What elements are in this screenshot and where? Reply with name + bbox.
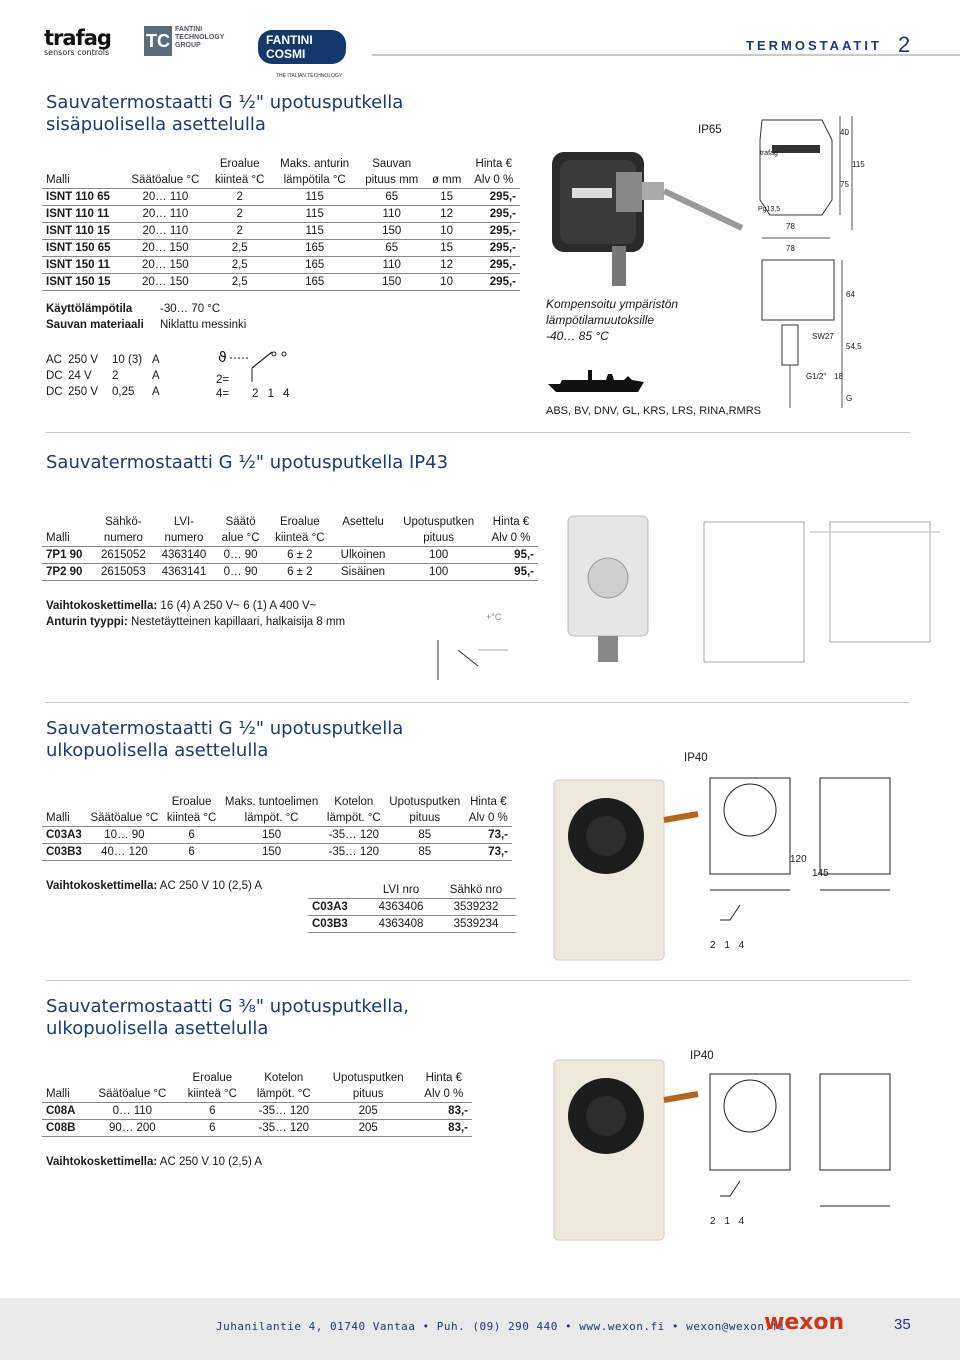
table-header-row xyxy=(42,810,512,827)
table-cell: 85 xyxy=(385,844,465,861)
table-cell: ISNT 110 11 xyxy=(42,206,123,223)
table-row xyxy=(42,206,520,223)
table-row xyxy=(42,844,512,861)
table-cell: 65 xyxy=(358,189,426,206)
table-cell: 90… 200 xyxy=(87,1120,178,1137)
kaytto-label: Käyttölämpötila xyxy=(46,303,133,315)
s4-title-line2: ulkopuolisella asettelulla xyxy=(46,1018,269,1039)
s3-vaihto xyxy=(46,878,262,894)
table-header-cell: Sauvan xyxy=(372,158,412,170)
table-cell: 150 xyxy=(358,223,426,240)
table-header-cell: kiinteä °C xyxy=(275,532,325,544)
s1-approvals: ABS, BV, DNV, GL, KRS, LRS, RINA,RMRS xyxy=(546,405,761,417)
section-divider-1 xyxy=(46,432,910,433)
table-cell: Sisäinen xyxy=(333,564,394,581)
table-cell: 40… 120 xyxy=(86,844,163,861)
s3-title-line1: Sauvatermostaatti G ½" upotusputkella xyxy=(46,718,404,739)
table-cell: 150 xyxy=(358,274,426,291)
table-cell: 295,- xyxy=(468,274,521,291)
table-cell: 7P2 90 xyxy=(42,564,93,581)
table-header-cell: Eroalue xyxy=(219,158,260,170)
table-header-cell: kiinteä °C xyxy=(215,174,265,186)
table-cell: 15 xyxy=(426,240,468,257)
s1-dimension-drawing xyxy=(752,110,952,410)
table-header-cell xyxy=(42,794,86,810)
table-header-cell: alue °C xyxy=(221,532,260,544)
s3-title-line2: ulkopuolisella asettelulla xyxy=(46,740,269,761)
table-cell: 12 xyxy=(426,206,468,223)
komp-line2: lämpötilamuutoksille xyxy=(546,313,655,327)
table-row xyxy=(42,189,520,206)
table-header-cell: numero xyxy=(164,532,204,544)
table-cell: 20… 110 xyxy=(123,206,208,223)
rating-cell: A xyxy=(152,354,160,366)
table-header-cell: Maks. anturin xyxy=(280,158,350,170)
table-header-cell: Säätöalue °C xyxy=(131,174,200,186)
s2-product-photo xyxy=(548,506,688,666)
dim-40: 40 xyxy=(840,128,849,137)
fantini-technology-logo xyxy=(144,26,236,62)
table-cell: -35… 120 xyxy=(323,844,385,861)
footer xyxy=(0,1298,960,1360)
wexon-logo: wexon xyxy=(764,1310,845,1335)
table-cell: 110 xyxy=(358,257,426,274)
table-header-cell xyxy=(86,794,163,810)
table-header-cell: pituus xyxy=(352,1088,384,1100)
table-header-row xyxy=(42,794,512,810)
svg-text:ϑ: ϑ xyxy=(218,350,227,366)
komp-line1: Kompensoitu ympäristön xyxy=(546,297,679,311)
table-header-row xyxy=(42,172,520,189)
table-cell: 6 xyxy=(178,1120,247,1137)
dim-115: 115 xyxy=(852,160,865,169)
dim-75: 75 xyxy=(840,180,849,189)
table-header-cell: Asettelu xyxy=(342,516,384,528)
table-cell: ISNT 150 65 xyxy=(42,240,123,257)
rating-cell: 250 V xyxy=(68,354,99,366)
table-header-cell: lämpötila °C xyxy=(283,174,346,186)
s4-ip-rating: IP40 xyxy=(690,1050,714,1062)
table-header-cell: lämpöt. °C xyxy=(244,812,299,824)
table-cell: 295,- xyxy=(468,223,521,240)
s1-spec-table xyxy=(42,156,520,291)
table-header-cell: Malli xyxy=(46,1088,70,1100)
footer-address: Juhanilantie 4, 01740 Vantaa • Puh. (09) 290 440 • www.wexon.fi • wexon@wexon.fi xyxy=(216,1320,786,1333)
table-cell: 165 xyxy=(272,274,358,291)
s2-vaihto-label: Vaihtokoskettimella: xyxy=(46,600,158,612)
trafag-logo-text: trafag xyxy=(44,26,111,50)
s2-dimension-svg xyxy=(690,512,950,672)
table-header-cell xyxy=(308,882,366,899)
symbol-terminals: 2 1 4 xyxy=(252,388,290,400)
table-cell: 0… 90 xyxy=(214,564,267,581)
rating-row xyxy=(46,368,166,384)
table-cell: 6 xyxy=(163,827,221,844)
rating-row xyxy=(46,352,166,368)
s4-thermostat-image xyxy=(540,1050,700,1250)
table-header-cell: Eroalue xyxy=(171,796,212,808)
dim-g12: G1/2" xyxy=(806,372,827,381)
table-header-cell: Eroalue xyxy=(280,516,320,528)
table-cell: 95,- xyxy=(484,547,538,564)
table-header-cell xyxy=(42,514,93,530)
rating-cell: DC xyxy=(46,386,63,398)
table-header-cell: Säätö xyxy=(225,516,256,528)
table-cell: 10 xyxy=(426,223,468,240)
table-cell: -35… 120 xyxy=(247,1120,321,1137)
table-header-cell: Hinta € xyxy=(475,158,512,170)
ship-silhouette xyxy=(548,362,648,396)
fantini-cosmi-logo xyxy=(258,30,346,79)
s3-vaihto-label: Vaihtokoskettimella: xyxy=(46,880,158,892)
s3-dimension-drawing xyxy=(700,770,910,956)
table-header-cell: LVI- xyxy=(173,516,195,528)
section-divider-2 xyxy=(46,702,910,703)
table-cell: 115 xyxy=(272,189,358,206)
rating-cell: 0,25 xyxy=(112,386,135,398)
rating-cell: A xyxy=(152,386,160,398)
s3-thermostat-image xyxy=(540,770,700,970)
trafag-logo xyxy=(44,28,118,58)
rating-row xyxy=(46,384,166,400)
table-cell: 10 xyxy=(426,274,468,291)
table-cell: 12 xyxy=(426,257,468,274)
s4-terminals: 2 1 4 xyxy=(710,1216,745,1227)
cosmi-text: FANTINI COSMI xyxy=(258,30,346,64)
table-header-cell: Sähkö nro xyxy=(449,884,503,896)
s3-terminals: 2 1 4 xyxy=(710,940,745,951)
table-cell: 150 xyxy=(221,844,323,861)
dim-18: 18 xyxy=(834,372,843,381)
rating-cell: 2 xyxy=(112,370,119,382)
table-cell: 20… 150 xyxy=(123,257,208,274)
table-cell: 20… 150 xyxy=(123,240,208,257)
cosmi-tag: THE ITALIAN TECHNOLOGY xyxy=(276,73,343,79)
table-cell: 4363408 xyxy=(366,916,436,933)
table-cell: 2,5 xyxy=(208,274,272,291)
trafag-logo-sub: sensors controls xyxy=(44,48,110,57)
table-header-cell: Malli xyxy=(46,812,70,824)
s3-dim-145: 145 xyxy=(812,868,829,879)
table-cell: 110 xyxy=(358,206,426,223)
table-cell: 83,- xyxy=(416,1120,472,1137)
table-cell: C08B xyxy=(42,1120,87,1137)
table-header-cell: Alv 0 % xyxy=(474,174,514,186)
table-cell: 165 xyxy=(272,240,358,257)
table-header-row xyxy=(42,1086,472,1103)
dim-pg: Pg13,5 xyxy=(758,206,781,213)
table-header-row xyxy=(42,156,520,172)
table-cell: C03A3 xyxy=(308,899,366,916)
table-cell: 165 xyxy=(272,257,358,274)
table-cell: 85 xyxy=(385,827,465,844)
table-row xyxy=(42,274,520,291)
s3-vaihto-value: AC 250 V 10 (2,5) A xyxy=(159,880,263,892)
table-cell: -35… 120 xyxy=(323,827,385,844)
table-header-cell: pituus xyxy=(409,812,441,824)
table-row xyxy=(42,1103,472,1120)
s1-title-line1: Sauvatermostaatti G ½" upotusputkella xyxy=(46,92,404,113)
table-cell: 3539234 xyxy=(436,916,516,933)
table-cell: 6 xyxy=(178,1103,247,1120)
s3-ip-rating: IP40 xyxy=(684,752,708,764)
s1-product-photo xyxy=(546,142,746,302)
table-header-cell xyxy=(42,156,123,172)
table-header-cell: Säätöalue °C xyxy=(98,1088,167,1100)
table-cell: 205 xyxy=(321,1103,416,1120)
table-row xyxy=(42,1120,472,1137)
s2-anturi-label: Anturin tyyppi: xyxy=(46,616,128,628)
table-cell: 295,- xyxy=(468,240,521,257)
dim-g: G xyxy=(846,394,853,403)
table-header-cell: Upotusputken xyxy=(403,516,475,528)
table-cell: C08A xyxy=(42,1103,87,1120)
table-cell: 10… 90 xyxy=(86,827,163,844)
table-cell: 4363406 xyxy=(366,899,436,916)
ship-icon xyxy=(548,362,648,396)
fantini-mark: TC xyxy=(144,26,172,56)
symbol-line2: 4= xyxy=(216,388,230,400)
table-header-cell: Malli xyxy=(46,532,70,544)
rating-cell: 10 (3) xyxy=(112,354,143,366)
dim-64: 64 xyxy=(846,290,855,299)
s4-spec-table xyxy=(42,1070,472,1137)
s3-spec-table xyxy=(42,794,512,861)
table-cell: 7P1 90 xyxy=(42,547,93,564)
table-row xyxy=(42,240,520,257)
s2-thermostat-image xyxy=(548,506,688,666)
table-header-cell: lämpöt. °C xyxy=(326,812,381,824)
table-cell: C03B3 xyxy=(308,916,366,933)
s1-compensation-note xyxy=(546,296,678,344)
s2-anturi-value: Nestetäytteinen kapillaari, halkaisija 8 mm xyxy=(130,616,346,628)
table-header-cell: Säätöalue °C xyxy=(90,812,159,824)
table-cell: C03A3 xyxy=(42,827,86,844)
table-row xyxy=(42,827,512,844)
table-cell: ISNT 110 65 xyxy=(42,189,123,206)
table-header-cell: kiinteä °C xyxy=(166,812,217,824)
materiaali-value: Niklattu messinki xyxy=(160,319,247,331)
table-header-cell: kiinteä °C xyxy=(187,1088,237,1100)
table-cell: 0… 90 xyxy=(214,547,267,564)
table-cell: 95,- xyxy=(484,564,538,581)
dim-78b: 78 xyxy=(786,244,795,253)
table-cell: 20… 110 xyxy=(123,189,208,206)
s2-switch-svg xyxy=(428,610,528,686)
table-row xyxy=(42,223,520,240)
table-header-cell: Kotelon xyxy=(264,1072,304,1084)
s1-title-line2: sisäpuolisella asettelulla xyxy=(46,114,266,135)
table-cell: 73,- xyxy=(465,827,512,844)
table-cell: 2,5 xyxy=(208,257,272,274)
dim-545: 54,5 xyxy=(846,342,862,351)
komp-line3: -40… 85 °C xyxy=(546,329,609,343)
table-row xyxy=(42,257,520,274)
table-cell: 4363141 xyxy=(154,564,215,581)
s2-spec-table xyxy=(42,514,538,581)
table-cell: 6 xyxy=(163,844,221,861)
s3-product-photo xyxy=(540,770,700,970)
materiaali-label: Sauvan materiaali xyxy=(46,319,144,331)
table-header-cell: Hinta € xyxy=(425,1072,462,1084)
rating-cell: AC xyxy=(46,354,62,366)
s1-properties xyxy=(46,301,246,333)
table-header-cell: Upotusputken xyxy=(332,1072,404,1084)
table-cell: 295,- xyxy=(468,206,521,223)
s1-thermostat-image xyxy=(546,142,746,302)
table-header-cell xyxy=(333,530,394,547)
fantini-text: FANTINI TECHNOLOGY GROUP xyxy=(175,26,225,49)
s4-vaihto-label: Vaihtokoskettimella: xyxy=(46,1156,158,1168)
table-cell: 2 xyxy=(208,189,272,206)
s2-diagram-label: +°C xyxy=(486,612,502,622)
table-header-cell xyxy=(87,1070,178,1086)
table-header-cell: Eroalue xyxy=(192,1072,233,1084)
s1-title xyxy=(46,92,403,136)
table-header-cell: numero xyxy=(103,532,143,544)
s3-dim-120: 120 xyxy=(790,854,807,865)
section-title: TERMOSTAATIT xyxy=(746,38,882,53)
table-header-cell: Sähkö- xyxy=(105,516,142,528)
table-header-cell: Alv 0 % xyxy=(424,1088,464,1100)
symbol-line1: 2= xyxy=(216,374,230,386)
page-number: 35 xyxy=(894,1316,911,1333)
table-cell: 0… 110 xyxy=(87,1103,178,1120)
s3-number-table xyxy=(308,882,516,933)
table-cell: 20… 110 xyxy=(123,223,208,240)
table-row xyxy=(42,564,538,581)
table-header-row xyxy=(42,1070,472,1086)
table-cell: 2615053 xyxy=(93,564,154,581)
table-cell: 2615052 xyxy=(93,547,154,564)
table-cell: 100 xyxy=(393,564,484,581)
table-cell: 20… 150 xyxy=(123,274,208,291)
table-header-cell xyxy=(426,156,468,172)
device-brand: trafag xyxy=(760,150,778,157)
table-cell: 205 xyxy=(321,1120,416,1137)
switch-symbol xyxy=(212,346,302,402)
table-header-cell: Maks. tuntoelimen xyxy=(224,796,319,808)
table-header-row xyxy=(42,530,538,547)
table-cell: 6 ± 2 xyxy=(267,564,333,581)
kaytto-value: -30… 70 °C xyxy=(160,303,221,315)
table-header-cell: Alv 0 % xyxy=(491,532,531,544)
table-cell: ISNT 150 15 xyxy=(42,274,123,291)
table-row xyxy=(308,916,516,933)
rating-cell: 24 V xyxy=(68,370,92,382)
table-row xyxy=(308,899,516,916)
table-cell: 2 xyxy=(208,206,272,223)
table-header-cell: Malli xyxy=(46,174,70,186)
table-cell: 2 xyxy=(208,223,272,240)
dim-78a: 78 xyxy=(786,222,795,231)
table-header-cell: LVI nro xyxy=(382,884,420,896)
header-rule xyxy=(372,54,960,56)
table-header-row xyxy=(42,514,538,530)
table-cell: 150 xyxy=(221,827,323,844)
table-row xyxy=(42,547,538,564)
dim-sw27: SW27 xyxy=(812,332,834,341)
s1-dimension-svg xyxy=(752,110,952,410)
table-cell: 6 ± 2 xyxy=(267,547,333,564)
table-cell: 295,- xyxy=(468,257,521,274)
table-header-cell: Hinta € xyxy=(470,796,507,808)
table-header-cell xyxy=(42,1070,87,1086)
s4-dimension-drawing xyxy=(700,1066,910,1252)
rating-cell: DC xyxy=(46,370,63,382)
table-header-cell: ø mm xyxy=(431,174,462,186)
table-header-cell: lämpöt. °C xyxy=(256,1088,311,1100)
table-header-cell: pituus xyxy=(423,532,454,544)
table-cell: C03B3 xyxy=(42,844,86,861)
table-header-cell: Upotusputken xyxy=(389,796,461,808)
table-header-cell: Hinta € xyxy=(492,516,530,528)
s2-dimension-drawing xyxy=(690,512,950,672)
rating-cell: A xyxy=(152,370,160,382)
s4-title xyxy=(46,996,409,1040)
table-cell: -35… 120 xyxy=(247,1103,321,1120)
section-divider-3 xyxy=(46,980,910,981)
table-cell: 2,5 xyxy=(208,240,272,257)
table-cell: 3539232 xyxy=(436,899,516,916)
table-cell: 65 xyxy=(358,240,426,257)
table-cell: Ulkoinen xyxy=(333,547,394,564)
table-header-cell: Alv 0 % xyxy=(468,812,508,824)
table-cell: 115 xyxy=(272,206,358,223)
s1-ip-rating: IP65 xyxy=(698,124,722,136)
s2-switch-diagram xyxy=(428,610,528,686)
s2-vaihto-value: 16 (4) A 250 V~ 6 (1) A 400 V~ xyxy=(160,600,317,612)
s1-electrical-ratings xyxy=(46,352,166,400)
table-header-cell: Kotelon xyxy=(334,796,374,808)
s2-title: Sauvatermostaatti G ½" upotusputkella IP43 xyxy=(46,452,449,473)
s3-title xyxy=(46,718,403,762)
s4-product-photo xyxy=(540,1050,700,1250)
section-number: 2 xyxy=(898,32,911,57)
s4-vaihto xyxy=(46,1154,262,1170)
s2-notes xyxy=(46,598,345,630)
table-cell: 100 xyxy=(393,547,484,564)
table-cell: ISNT 150 11 xyxy=(42,257,123,274)
table-cell: ISNT 110 15 xyxy=(42,223,123,240)
s4-vaihto-value: AC 250 V 10 (2,5) A xyxy=(159,1156,263,1168)
table-cell: 295,- xyxy=(468,189,521,206)
table-cell: 4363140 xyxy=(154,547,215,564)
table-cell: 115 xyxy=(272,223,358,240)
rating-cell: 250 V xyxy=(68,386,99,398)
s4-title-line1: Sauvatermostaatti G ⅜" upotusputkella, xyxy=(46,996,409,1017)
table-header-cell: pituus mm xyxy=(365,174,419,186)
table-header-cell xyxy=(123,156,208,172)
table-cell: 83,- xyxy=(416,1103,472,1120)
table-header-row xyxy=(308,882,516,899)
table-cell: 15 xyxy=(426,189,468,206)
table-cell: 73,- xyxy=(465,844,512,861)
